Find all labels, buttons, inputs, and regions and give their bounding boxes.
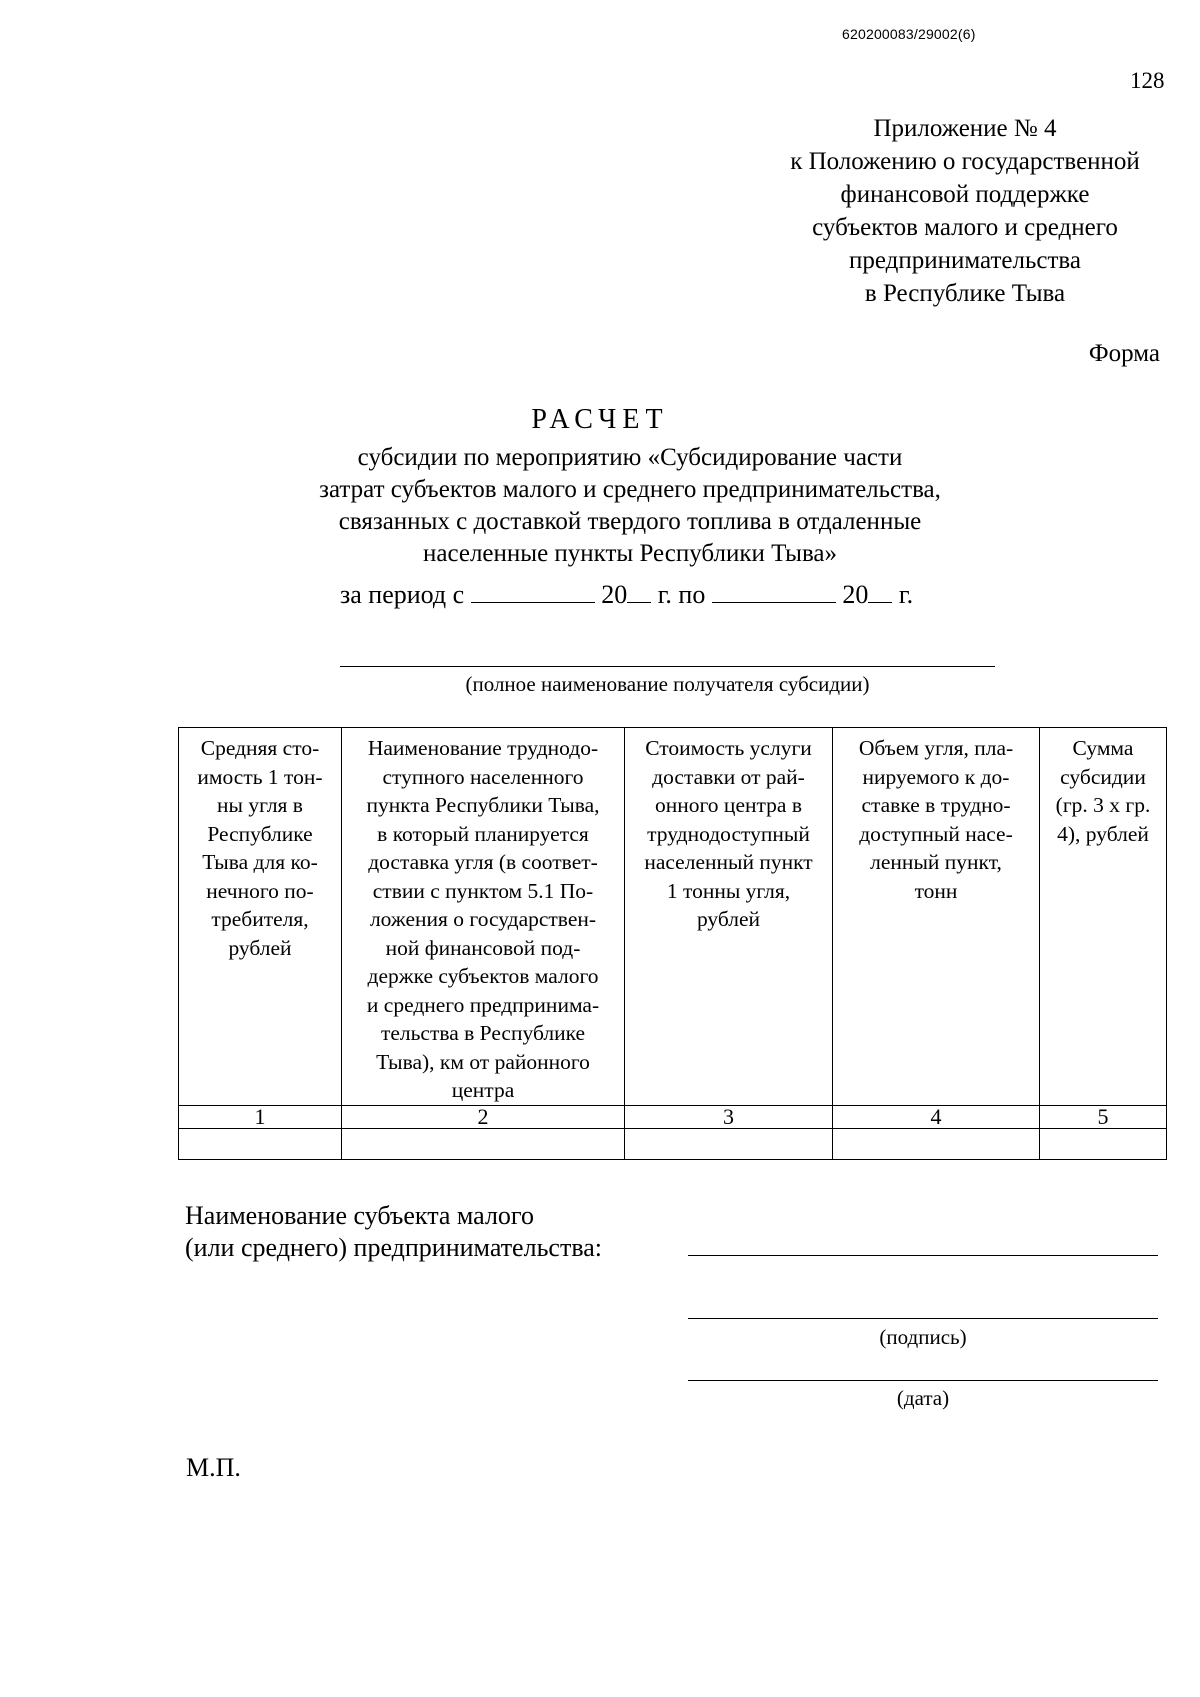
period-year-2: 20: [842, 580, 869, 609]
page-number: 128: [1130, 68, 1165, 93]
seal-label: М.П.: [186, 1453, 241, 1482]
table-cell[interactable]: [833, 1128, 1040, 1159]
document-title: РАСЧЕТ: [531, 404, 669, 435]
period-line: [340, 580, 913, 610]
column-number: 5: [1040, 1105, 1167, 1128]
subtitle-line: связанных с доставкой твердого топлива в отдаленные: [338, 508, 922, 535]
header-cell-text: Средняя сто- имость 1 тон- ны угля в Республике Тыва для ко- нечного по- требителя, рублей: [197, 736, 323, 960]
table-header-row: [179, 728, 1167, 1106]
period-suffix: г.: [898, 580, 914, 609]
period-year-1: 20: [601, 580, 628, 609]
document-id: 620200083/29002(6): [842, 26, 976, 42]
appendix-line: Приложение № 4: [873, 115, 1057, 142]
recipient-caption: (полное наименование получателя субсидии): [465, 672, 870, 696]
column-number: 3: [625, 1105, 833, 1128]
appendix-line: финансовой поддержке: [840, 181, 1090, 208]
header-cell-text: Наименование труднодо- ступного населенного пункта Республики Тыва, в который планируется доставка угля (в соответ- ствии с пунктом 5.1 По- ложения о государствен- ной финансовой под- держке субъектов малого и среднего предпринима- тельства в Республике Тыва), км от районного центра: [366, 736, 600, 1102]
period-prefix: за период с: [340, 580, 465, 609]
header-cell: [1040, 728, 1167, 1106]
header-cell: [833, 728, 1040, 1106]
table-cell[interactable]: [342, 1128, 625, 1159]
appendix-line: в Республике Тыва: [864, 280, 1066, 307]
date-caption: (дата): [896, 1386, 950, 1410]
period-start-blank[interactable]: [471, 580, 595, 603]
appendix-line: субъектов малого и среднего: [812, 214, 1118, 241]
appendix-line: к Положению о государственной: [790, 148, 1140, 175]
subtitle-line: субсидии по мероприятию «Субсидирование части: [357, 444, 903, 471]
appendix-line: предпринимательства: [849, 247, 1081, 274]
subject-label-line: Наименование субъекта малого: [185, 1201, 534, 1230]
calculation-table: [178, 727, 1167, 1160]
form-label: Форма: [1088, 340, 1160, 367]
header-cell: [342, 728, 625, 1106]
subject-label-line: (или среднего) предпринимательства:: [185, 1233, 603, 1262]
document-subtitle: [300, 442, 960, 570]
column-number: 2: [342, 1105, 625, 1128]
header-cell: [625, 728, 833, 1106]
header-cell-text: Объем угля, пла- нируемого к до- ставке в трудно- доступный насе- ленный пункт, тонн: [858, 736, 1014, 903]
period-end-blank[interactable]: [712, 580, 836, 603]
period-to: г. по: [657, 580, 706, 609]
table-cell[interactable]: [625, 1128, 833, 1159]
period-year-2-blank[interactable]: [868, 580, 892, 603]
signature-caption: (подпись): [879, 1325, 967, 1349]
subtitle-line: затрат субъектов малого и среднего предпринимательства,: [319, 476, 941, 503]
period-year-1-blank[interactable]: [627, 580, 651, 603]
subject-name-field[interactable]: [688, 1255, 1158, 1256]
header-cell-text: Сумма субсидии (гр. 3 х гр. 4), рублей: [1055, 736, 1151, 846]
column-number: 1: [179, 1105, 342, 1128]
date-field[interactable]: [688, 1380, 1158, 1381]
table-row: [179, 1128, 1167, 1159]
subtitle-line: населенные пункты Республики Тыва»: [422, 540, 838, 567]
column-number: 4: [833, 1105, 1040, 1128]
column-number-row: [179, 1105, 1167, 1128]
signature-field[interactable]: [688, 1318, 1158, 1319]
recipient-name-field[interactable]: [340, 666, 995, 667]
header-cell: [179, 728, 342, 1106]
header-cell-text: Стоимость услуги доставки от рай- онного центра в труднодоступный населенный пункт 1 тонны угля, рублей: [644, 736, 813, 931]
table-cell[interactable]: [179, 1128, 342, 1159]
table-cell[interactable]: [1040, 1128, 1167, 1159]
subject-label: [185, 1200, 602, 1264]
appendix-header: [700, 112, 1200, 310]
